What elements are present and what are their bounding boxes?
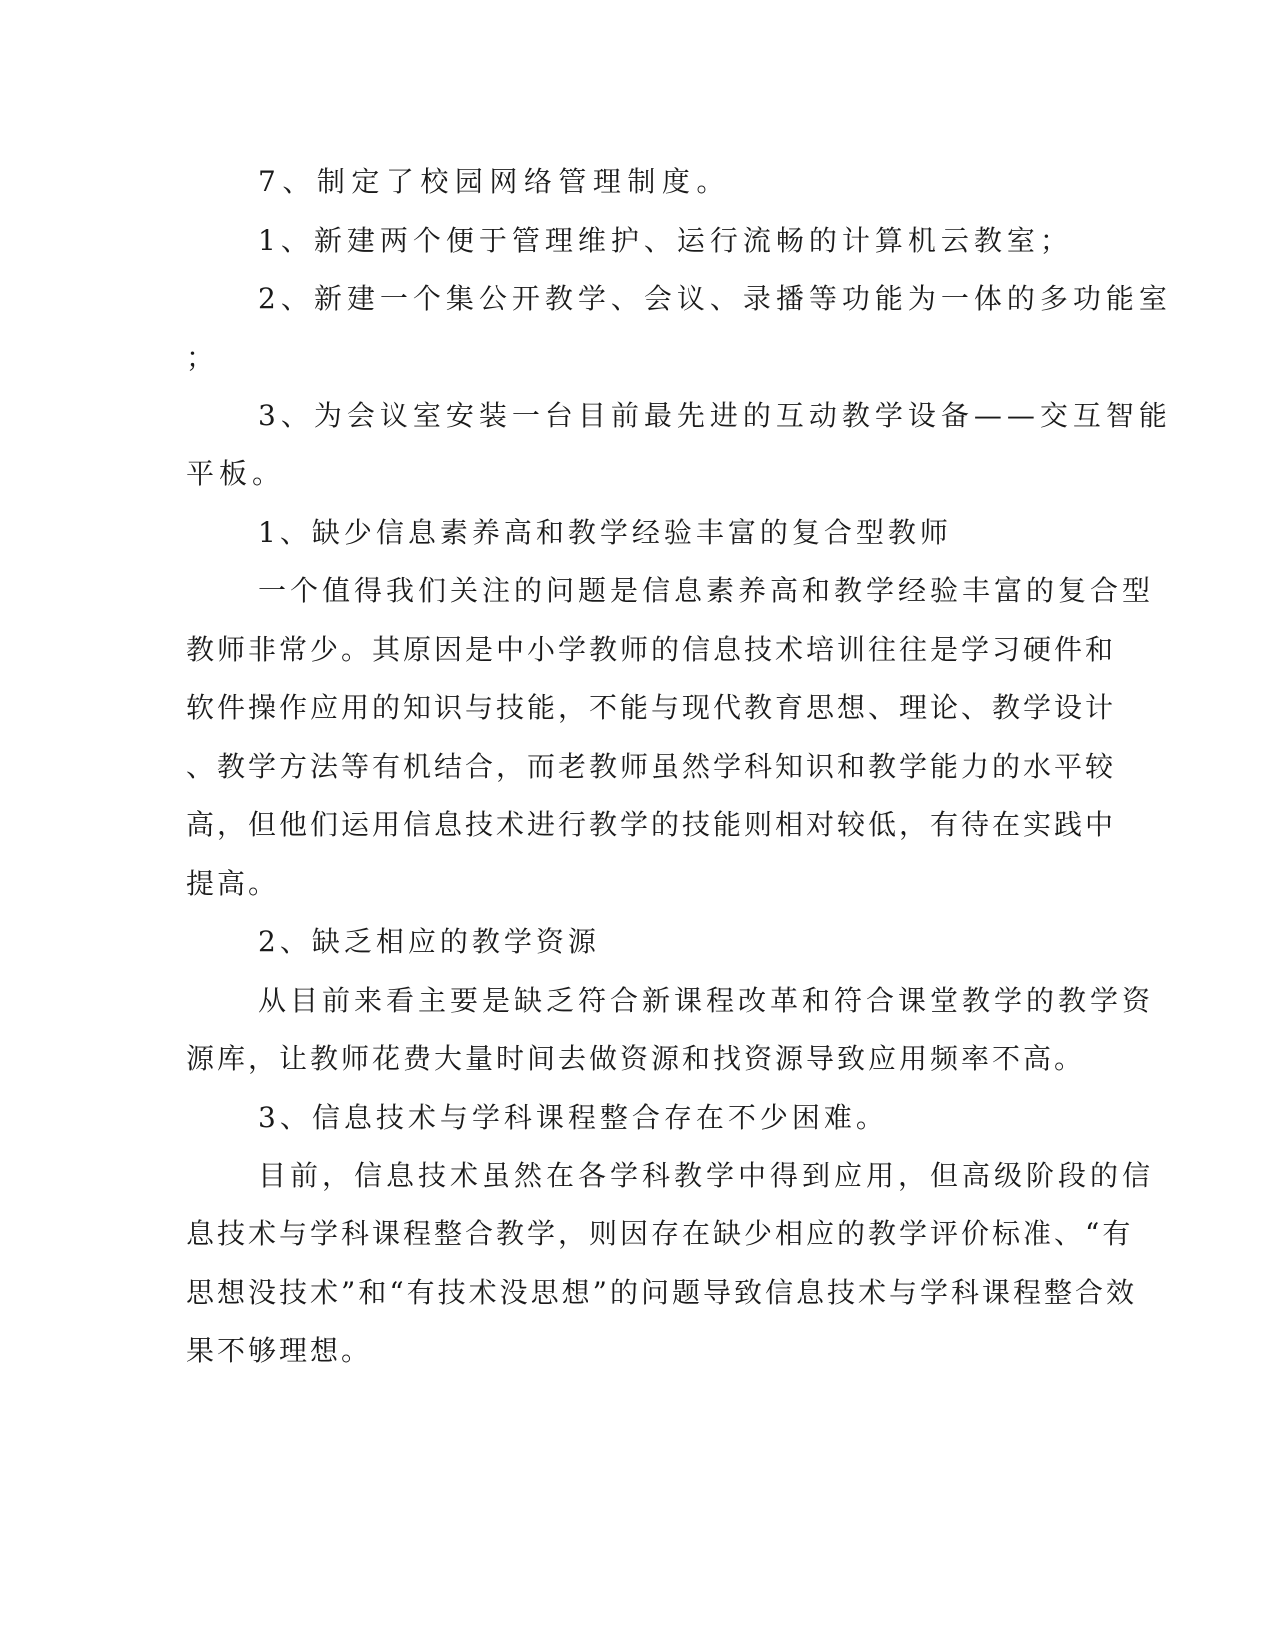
text-line: 提高。 xyxy=(186,867,280,900)
text-line: 思想没技术”和“有技术没思想”的问题导致信息技术与学科课程整合效 xyxy=(186,1276,1137,1309)
text-line: 高，但他们运用信息技术进行教学的技能则相对较低，有待在实践中 xyxy=(186,808,1117,841)
text-line: 3、为会议室安装一台目前最先进的互动教学设备——交互智能 xyxy=(258,399,1172,432)
text-line: 3、信息技术与学科课程整合存在不少困难。 xyxy=(258,1101,888,1134)
text-line: 息技术与学科课程整合教学，则因存在缺少相应的教学评价标准、“有 xyxy=(186,1217,1134,1250)
text-line: 平板。 xyxy=(186,457,286,490)
text-line: 1、新建两个便于管理维护、运行流畅的计算机云教室； xyxy=(258,224,1073,257)
text-line: 从目前来看主要是缺乏符合新课程改革和符合课堂教学的教学资 xyxy=(258,984,1155,1017)
text-line: 、教学方法等有机结合，而老教师虽然学科知识和教学能力的水平较 xyxy=(186,750,1117,783)
text-line: 目前，信息技术虽然在各学科教学中得到应用，但高级阶段的信 xyxy=(258,1159,1155,1192)
text-line: 源库，让教师花费大量时间去做资源和找资源导致应用频率不高。 xyxy=(186,1042,1086,1075)
text-line: 一个值得我们关注的问题是信息素养高和教学经验丰富的复合型 xyxy=(258,574,1155,607)
text-line: 软件操作应用的知识与技能，不能与现代教育思想、理论、教学设计 xyxy=(186,691,1117,724)
text-line: 教师非常少。其原因是中小学教师的信息技术培训往往是学习硬件和 xyxy=(186,633,1117,666)
text-line: 2、新建一个集公开教学、会议、录播等功能为一体的多功能室 xyxy=(258,282,1172,315)
text-line: 2、缺乏相应的教学资源 xyxy=(258,925,600,958)
text-line: 果不够理想。 xyxy=(186,1334,373,1367)
text-line: ； xyxy=(186,341,215,374)
text-line: 1、缺少信息素养高和教学经验丰富的复合型教师 xyxy=(258,516,952,549)
text-line: 7、制定了校园网络管理制度。 xyxy=(258,165,731,198)
